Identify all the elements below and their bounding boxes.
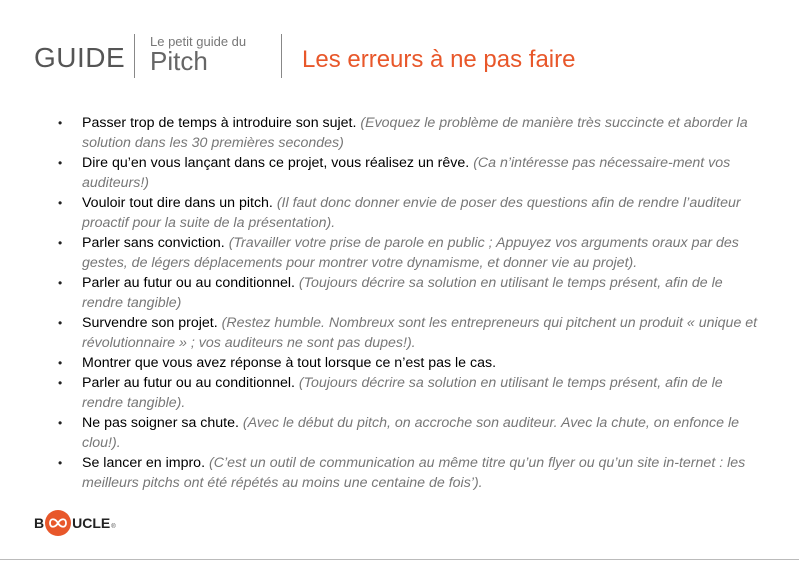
page-header (0, 0, 799, 100)
guide-label: GUIDE (34, 42, 126, 73)
header-divider (281, 34, 282, 78)
errors-list (58, 113, 758, 493)
guide-topic: Pitch (150, 46, 208, 76)
item-main: Parler au futur ou au conditionnel. (82, 375, 295, 391)
list-item (58, 453, 758, 493)
infinity-icon (45, 510, 71, 536)
list-item (58, 233, 758, 273)
header-divider (134, 34, 135, 78)
item-main: Passer trop de temps à introduire son sujet. (82, 115, 357, 131)
item-main: Dire qu’en vous lançant dans ce projet, vous réalisez un rêve. (82, 155, 470, 171)
bullet-icon: • (58, 236, 63, 250)
item-main: Vouloir tout dire dans un pitch. (82, 195, 273, 211)
item-note: (Travailler votre prise de parole en public ; Appuyez vos arguments oraux par des gestes, de légers déplacements pour montrer votre dynamisme, et donner vie au projet). (82, 235, 739, 271)
guide-subtitle: Le petit guide du (150, 34, 247, 49)
item-note: (Toujours décrire sa solution en utilisant le temps présent, afin de le rendre tangible). (82, 375, 723, 411)
list-item (58, 313, 758, 353)
item-note: (Ca n’intéresse pas nécessaire-ment vos auditeurs!) (82, 155, 731, 191)
bullet-icon: • (58, 456, 63, 470)
bullet-icon: • (58, 356, 63, 370)
item-main: Parler sans conviction. (82, 235, 225, 251)
list-item (58, 113, 758, 153)
bullet-icon: • (58, 276, 63, 290)
item-main: Montrer que vous avez réponse à tout lorsque ce n’est pas le cas. (82, 355, 497, 371)
item-main: Se lancer en impro. (82, 455, 206, 471)
item-note: (Evoquez le problème de manière très succincte et aborder la solution dans les 30 premières secondes) (82, 115, 748, 151)
page-title: Les erreurs à ne pas faire (302, 46, 576, 73)
bullet-icon: • (58, 156, 63, 170)
list-item (58, 353, 758, 373)
logo-text-right: UCLE (72, 515, 111, 531)
bullet-icon: • (58, 376, 63, 390)
item-note: (Il faut donc donner envie de poser des questions afin de rendre l’auditeur proactif pour la suite de la présentation). (82, 195, 741, 231)
item-note: (Toujours décrire sa solution en utilisant le temps présent, afin de le rendre tangible) (82, 275, 723, 311)
list-item (58, 153, 758, 193)
item-main: Ne pas soigner sa chute. (82, 415, 239, 431)
item-note: (Restez humble. Nombreux sont les entrepreneurs qui pitchent un produit « unique et révolutionnaire » ; vos auditeurs ne sont pas dupes!). (82, 315, 758, 351)
bullet-icon: • (58, 116, 63, 130)
item-note: (C’est un outil de communication au même titre qu’un flyer ou qu’un site in-ternet : les meilleurs pitchs ont été répétés au moins une centaine de fois’). (82, 455, 746, 491)
item-main: Survendre son projet. (82, 315, 218, 331)
boucle-logo (34, 510, 116, 536)
list-item (58, 373, 758, 413)
logo-text-left: B (34, 515, 45, 531)
bullet-icon: • (58, 316, 63, 330)
bullet-icon: • (58, 416, 63, 430)
list-item (58, 413, 758, 453)
list-item (58, 193, 758, 233)
footer-divider (0, 559, 799, 560)
item-main: Parler au futur ou au conditionnel. (82, 275, 295, 291)
bullet-icon: • (58, 196, 63, 210)
list-item (58, 273, 758, 313)
registered-mark: ® (111, 524, 116, 530)
item-note: (Avec le début du pitch, on accroche son auditeur. Avec la chute, on enfonce le clou!). (82, 415, 740, 451)
